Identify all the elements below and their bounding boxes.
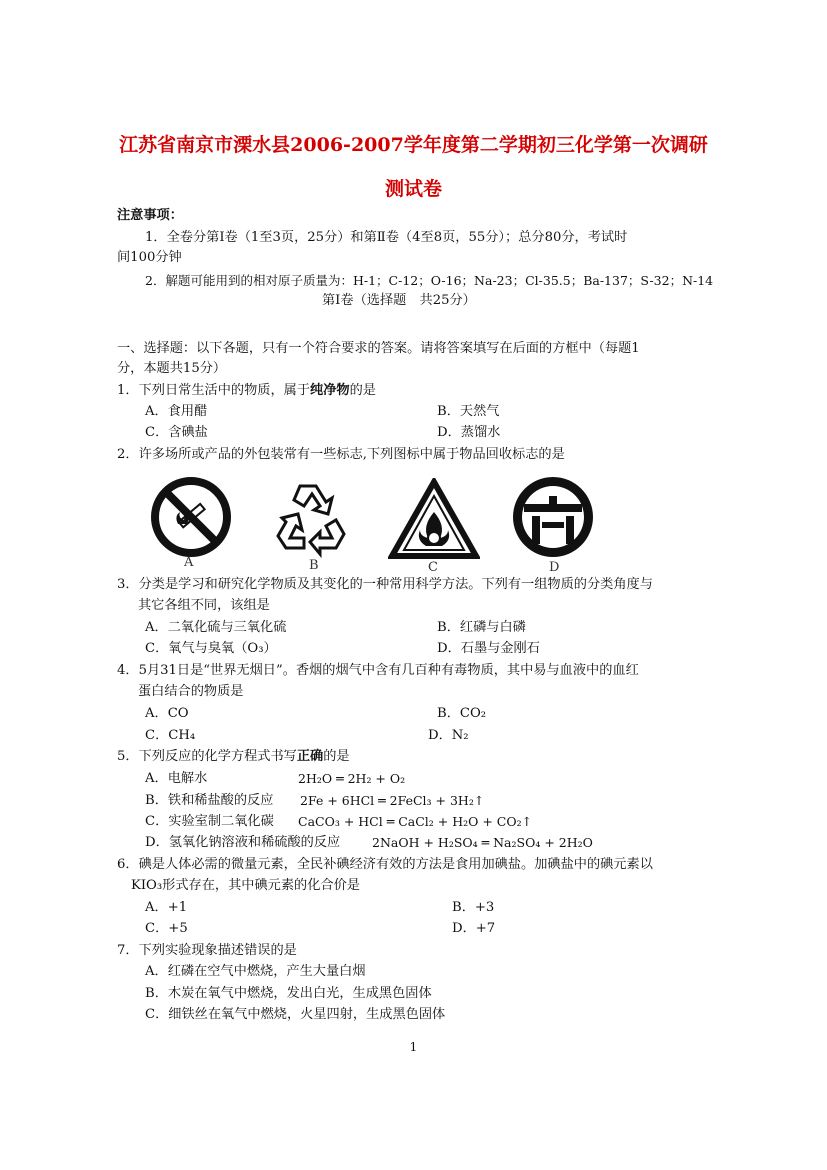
q3-stem-cont: 其它各组不同，该组是 (138, 598, 270, 613)
q5-stem-bold: 正确 (296, 749, 324, 764)
q6-stem: 6．碘是人体必需的微量元素，全民补碘经济有效的方法是食用加碘盐。加碘盐中的碘元素以 (117, 857, 653, 872)
document-title-line1: 江苏省南京市溧水县2006-2007学年度第二学期初三化学第一次调研 (119, 134, 708, 156)
q7-option-b: B．木炭在氧气中燃烧，发出白光，生成黑色固体 (145, 986, 432, 1001)
icon-label-a: A (184, 555, 194, 570)
notice-heading: 注意事项： (117, 208, 183, 223)
notice-item2: 2．解题可能用到的相对原子质量为：H-1；C-12；O-16；Na-23；Cl-35.5；Ba-137；S-32；N-14 (145, 273, 714, 288)
q3-option-a: A．二氧化硫与三氧化硫 (145, 620, 287, 635)
q5-option-d-equation: 2NaOH + H₂SO₄ ═ Na₂SO₄ + 2H₂O (372, 835, 593, 850)
q4-stem: 4．5月31日是“世界无烟日”。香烟的烟气中含有几百种有毒物质，其中易与血液中的血红 (117, 663, 639, 678)
q1-option-d: D．蒸馏水 (437, 425, 501, 440)
q3-option-b: B．红磷与白磷 (437, 620, 526, 635)
q5-option-d-label: D．氢氧化钠溶液和稀硫酸的反应 (145, 835, 341, 850)
q3-option-c: C．氧气与臭氧（O₃） (145, 641, 277, 656)
no-smoking-icon (150, 476, 232, 558)
q6-option-a: A．+1 (145, 900, 188, 915)
q4-option-a: A．CO (145, 706, 189, 721)
q7-stem: 7．下列实验现象描述错误的是 (117, 943, 297, 958)
q3-stem: 3．分类是学习和研究化学物质及其变化的一种常用科学方法。下列有一组物质的分类角度与 (117, 577, 653, 592)
q1-option-c: C．含碘盐 (145, 425, 208, 440)
q4-option-b: B．CO₂ (437, 706, 487, 721)
q6-stem-cont: KIO₃形式存在，其中碘元素的化合价是 (131, 878, 360, 893)
q1-stem-bold: 纯净物 (310, 383, 350, 398)
q1-stem-pre: 1．下列日常生活中的物质，属于 (117, 383, 311, 398)
q1-stem (117, 382, 376, 400)
volume-heading: 第Ⅰ卷（选择题 共25分） (322, 293, 476, 308)
q5-option-a-label: A．电解水 (145, 771, 208, 786)
q4-option-c: C．CH₄ (145, 728, 196, 743)
q1-option-a: A．食用醋 (145, 404, 208, 419)
icon-label-c: C (428, 560, 438, 575)
icon-label-b: B (309, 558, 319, 573)
page-number: 1 (409, 1040, 418, 1054)
q6-option-b: B．+3 (452, 900, 495, 915)
q5-option-c-label: C．实验室制二氧化碳 (145, 814, 274, 829)
q4-option-d: D．N₂ (428, 728, 469, 743)
hygiene-mark-icon (510, 474, 596, 560)
q1-option-b: B．天然气 (437, 404, 500, 419)
q5-option-b-equation: 2Fe + 6HCl ═ 2FeCl₃ + 3H₂↑ (300, 793, 485, 808)
q6-option-d: D．+7 (452, 921, 496, 936)
section-intro: 一、选择题：以下各题，只有一个符合要求的答案。请将答案填写在后面的方框中（每题1 (117, 341, 640, 356)
document-title-line2: 测试卷 (384, 178, 442, 200)
q4-stem-cont: 蛋白结合的物质是 (138, 684, 244, 699)
q6-option-c: C．+5 (145, 921, 188, 936)
notice-item1: 1．全卷分第Ⅰ卷（1至3页，25分）和第Ⅱ卷（4至8页，55分）；总分80分，考试时 (145, 230, 628, 245)
q1-stem-post: 的是 (349, 383, 376, 398)
q7-option-c: C．细铁丝在氧气中燃烧，火星四射，生成黑色固体 (145, 1007, 446, 1022)
q5-option-c-equation: CaCO₃ + HCl ═ CaCl₂ + H₂O + CO₂↑ (298, 814, 533, 829)
q5-stem (117, 748, 350, 766)
flammable-warning-icon (388, 478, 480, 560)
q2-stem: 2．许多场所或产品的外包装常有一些标志,下列图标中属于物品回收标志的是 (117, 447, 565, 462)
recycle-icon (270, 476, 354, 558)
q5-option-a-equation: 2H₂O ═ 2H₂ + O₂ (298, 771, 406, 786)
q7-option-a: A．红磷在空气中燃烧，产生大量白烟 (145, 964, 366, 979)
notice-item1-cont: 间100分钟 (117, 250, 182, 265)
q3-option-d: D．石墨与金刚石 (437, 641, 540, 656)
icon-label-d: D (549, 560, 560, 575)
q5-stem-post: 的是 (323, 749, 350, 764)
section-intro-cont: 分，本题共15分） (117, 361, 227, 376)
q5-stem-pre: 5．下列反应的化学方程式书写 (117, 749, 297, 764)
q5-option-b-label: B．铁和稀盐酸的反应 (145, 793, 274, 808)
